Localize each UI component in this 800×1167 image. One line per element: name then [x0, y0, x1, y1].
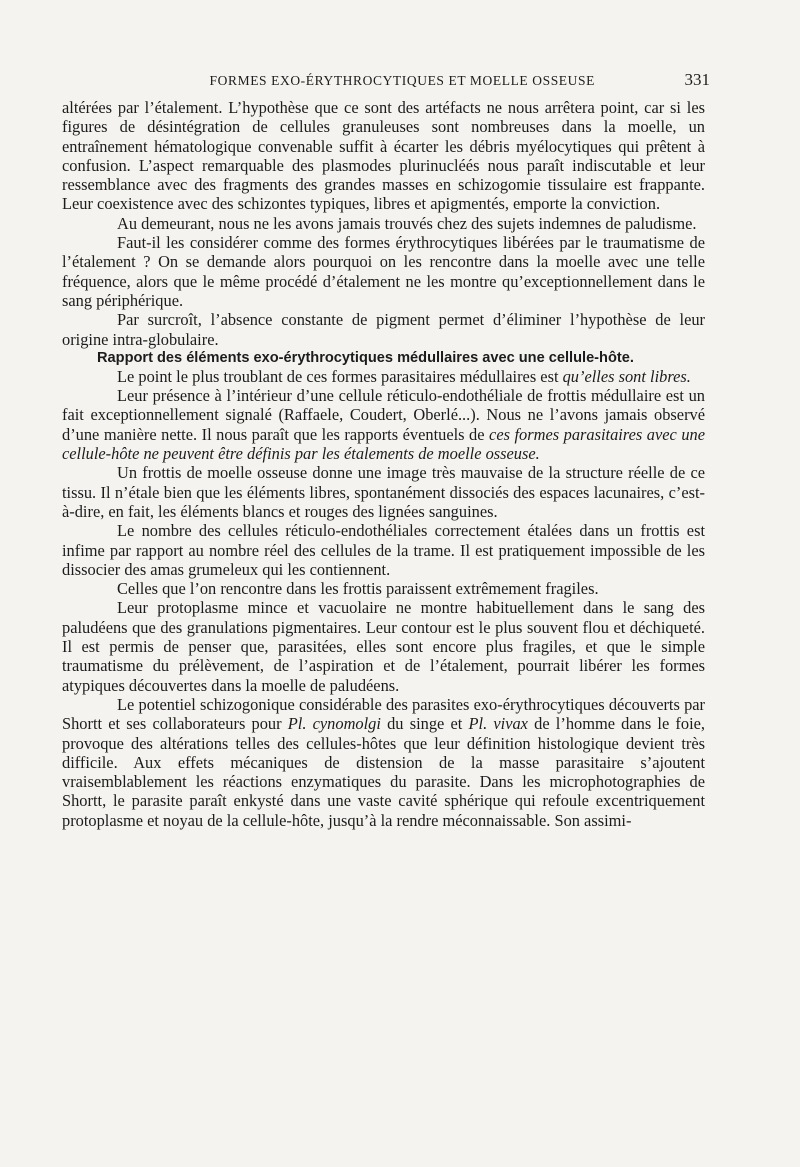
italic-run: Pl. cynomolgi — [287, 714, 381, 734]
paragraph: Par surcroît, l’absence constante de pigment permet d’éliminer l’hypothèse de leur origine intra-globulaire. — [62, 310, 705, 349]
section-heading: Rapport des éléments exo-érythrocytiques médullaires avec une cellule-hôte. — [97, 349, 634, 366]
paragraph: altérées par l’étalement. L’hypothèse que ce sont des artéfacts ne nous arrêtera point, car si les figures de désintégration de cellules granuleuses sont nombreuses dans la moelle, un entraînement hématologique convenable suffit à écarter les débris myélocytiques qui prêtent à confusion. L’aspect remarquable des plasmodes plurinucléés nous paraît indiscutable et leur ressemblance avec des fragments des grandes masses en schizogomie tissulaire est frappante. Leur coexistence avec des schizontes typiques, libres et apigmentés, emporte la conviction. — [62, 98, 705, 214]
running-head: FORMES EXO-ÉRYTHROCYTIQUES ET MOELLE OSSEUSE — [209, 73, 595, 88]
paragraph: Au demeurant, nous ne les avons jamais trouvés chez des sujets indemnes de paludisme. — [117, 213, 697, 233]
paragraph: Le nombre des cellules réticulo-endothéliales correctement étalées dans un frottis est infime par rapport au nombre réel des cellules de la trame. Il est pratiquement impossible de les dissocier des amas grumeleux qui les contiennent. — [62, 521, 705, 579]
text-run: Le point le plus troublant de ces formes parasitaires médullaires est — [117, 366, 563, 386]
page-number: 331 — [684, 70, 710, 89]
text-run: Le potentiel schizogonique considérable des parasites exo-érythrocytiques découverts par Shortt et ses collaborateurs pour — [62, 694, 705, 734]
text-run: Leur présence à l’intérieur d’une cellule réticulo-endothéliale de frottis médullaire est un fait exceptionnellement signalé (Raffaele, Coudert, Oberlé...). Nous ne l’avons jamais observé d’une manière nette. Il nous paraît que les rapports éventuels de — [62, 386, 705, 444]
italic-run: Pl. vivax — [468, 714, 528, 734]
paragraph: Faut-il les considérer comme des formes érythrocytiques libérées par le traumatisme de l’étalement ? On se demande alors pourquoi on les rencontre dans la moelle avec une telle fréquence, alors que le même procédé d’étalement ne les montre qu’exceptionnellement dans le sang périphérique. — [62, 233, 705, 310]
paragraph: Leur protoplasme mince et vacuolaire ne montre habituellement dans le sang des paludéens que des granulations pigmentaires. Leur contour est le plus souvent flou et déchiqueté. Il est permis de penser que, parasitées, elles sont encore plus fragiles, et que le simple traumatisme du prélèvement, de l’aspiration et de l’étalement, pourrait libérer les formes atypiques découvertes dans la moelle de paludéens. — [62, 598, 705, 695]
text-run: de l’homme dans le foie, provoque des altérations telles des cellules-hôtes que leur définition histologique devient très difficile. Aux effets mécaniques de distension de la masse parasitaire s’ajoutent vraisemblablement les réactions enzymatiques du parasite. Dans les microphotographies de Shortt, le parasite paraît enkysté dans une vaste cavité sphérique qui refoule excentriquement protoplasme et noyau de la cellule-hôte, jusqu’à la rendre méconnaissable. Son assimi- — [62, 714, 706, 830]
italic-run: qu’elles sont libres. — [562, 366, 691, 386]
paragraph — [62, 367, 705, 386]
page-header — [60, 70, 710, 90]
body-text — [62, 98, 705, 830]
italic-run: ces formes parasitaires avec une cellule-hôte ne peuvent être définis par les étalements de moelle osseuse. — [62, 424, 705, 464]
paragraph — [62, 386, 705, 463]
text-run: du singe et — [380, 714, 469, 734]
paragraph: Celles que l’on rencontre dans les frottis paraissent extrêmement fragiles. — [117, 579, 599, 599]
paragraph: Un frottis de moelle osseuse donne une image très mauvaise de la structure réelle de ce tissu. Il n’étale bien que les éléments libres, spontanément dissociés des espaces lacunaires, c’est-à-dire, en fait, les éléments blancs et rouges des lignées sanguines. — [62, 463, 705, 521]
paragraph — [62, 695, 705, 830]
